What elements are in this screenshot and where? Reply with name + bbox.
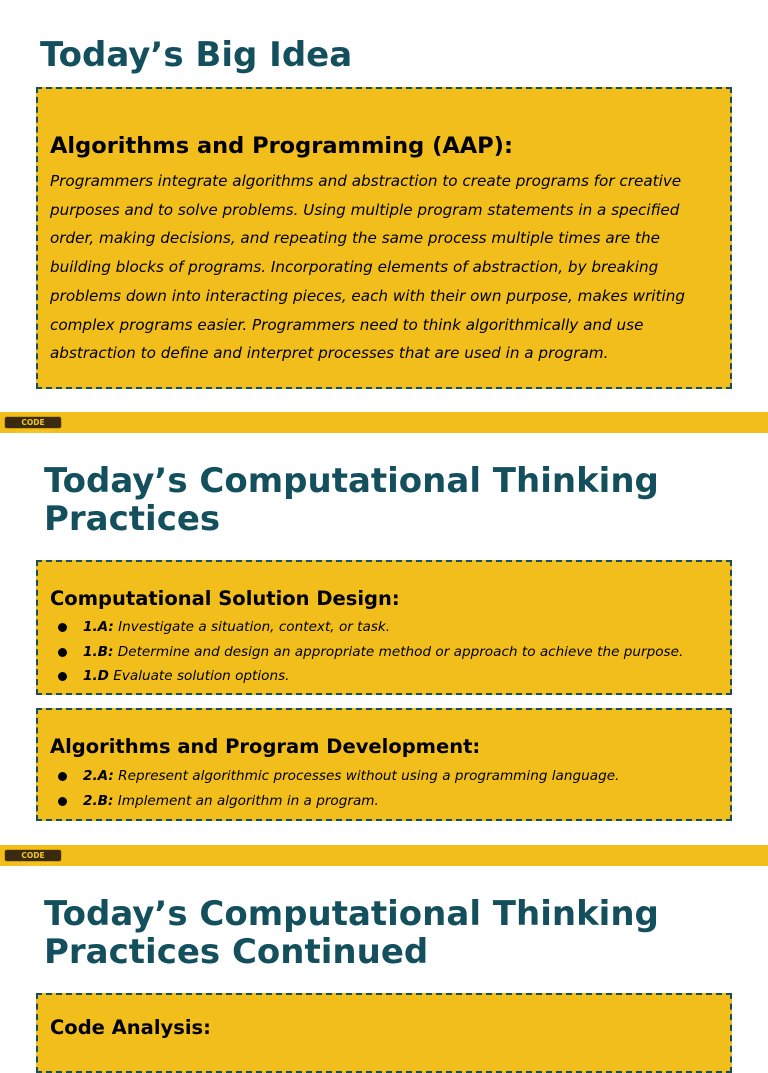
practice-list [56, 764, 619, 813]
slide-ct-practices [0, 433, 768, 845]
box-heading: Algorithms and Programming (AAP): [50, 133, 513, 159]
slide-ct-practices-continued [0, 866, 768, 1039]
list-item: 1.B: Determine and design an appropriate method or approach to achieve the purpose. [56, 640, 683, 665]
slide-footer-band [0, 412, 768, 433]
slide-footer-band [0, 845, 768, 866]
box-heading: Code Analysis: [50, 1016, 211, 1039]
list-item: 1.D Evaluate solution options. [56, 664, 683, 689]
title-line-2: Practices Continued [44, 932, 429, 972]
practice-list [56, 615, 683, 689]
code-analysis-box [36, 993, 732, 1073]
bullet-icon [58, 623, 67, 632]
solution-design-box [36, 560, 732, 695]
list-item: 2.A: Represent algorithmic processes without using a programming language. [56, 764, 619, 789]
box-paragraph: Programmers integrate algorithms and abstraction to create programs for creative purposes and to solve problems. Using multiple program statements in a specified order, making decisions, and repeating the same process multiple times are the building blocks of programs. Incorporating elements of abstraction, by breaking problems down into interacting pieces, each with their own purpose, makes writing complex programs easier. Programmers need to think algorithmically and use abstraction to define and interpret processes that are used in a program. [50, 172, 685, 363]
big-idea-box [36, 87, 732, 389]
list-item: 1.A: Investigate a situation, context, or task. [56, 615, 683, 640]
slide-title [44, 895, 659, 971]
bullet-icon [58, 772, 67, 781]
box-heading: Algorithms and Program Development: [50, 735, 481, 758]
bullet-icon [58, 648, 67, 657]
bullet-icon [58, 672, 67, 681]
slide-title: Today’s Big Idea [40, 35, 353, 75]
title-line-1: Today’s Computational Thinking [44, 461, 659, 501]
title-line-1: Today’s Computational Thinking [44, 894, 659, 934]
slide-title [44, 462, 659, 538]
bullet-icon [58, 797, 67, 806]
slide-big-idea [0, 0, 768, 412]
program-development-box [36, 708, 732, 821]
codecombat-logo: CODE [4, 849, 62, 862]
codecombat-logo: CODE [4, 416, 62, 429]
box-heading: Computational Solution Design: [50, 587, 400, 610]
list-item: 2.B: Implement an algorithm in a program. [56, 789, 619, 814]
title-line-2: Practices [44, 499, 221, 539]
